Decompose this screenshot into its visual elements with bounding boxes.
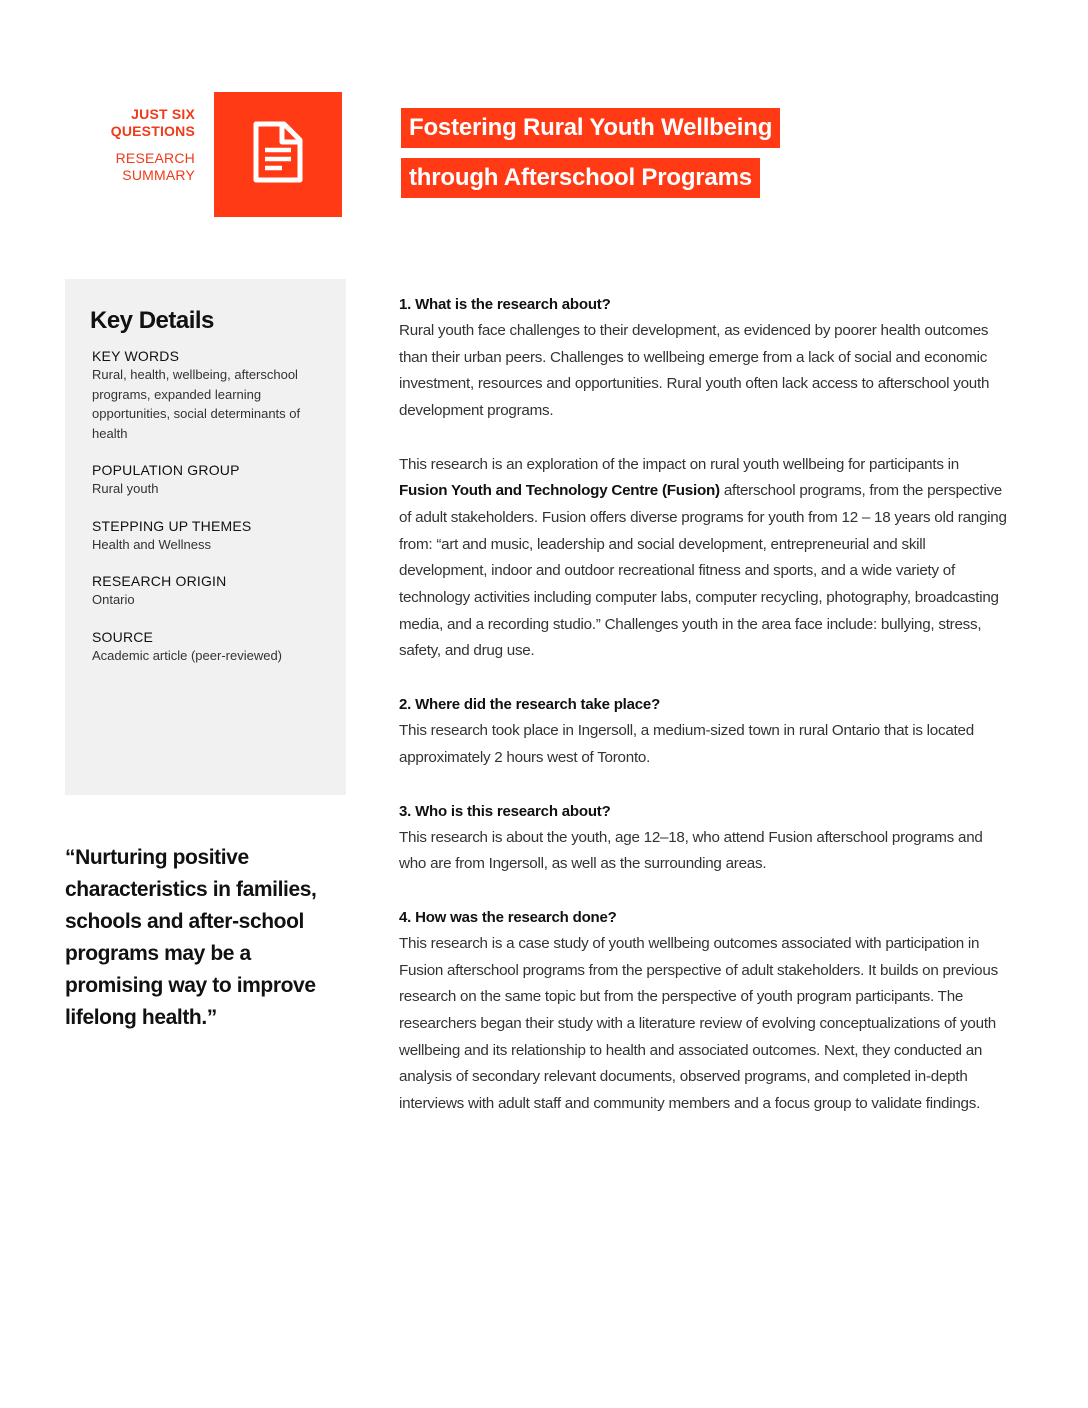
question-block-1: [399, 292, 1009, 665]
key-details-value: Academic article (peer-reviewed): [92, 647, 283, 663]
key-details-label: RESEARCH ORIGIN: [92, 573, 227, 589]
logo-box: [214, 92, 342, 217]
key-details-value: Ontario: [92, 592, 135, 607]
key-details-item-keywords: [92, 347, 317, 443]
brand-line-research: RESEARCH: [115, 150, 195, 166]
brand-line-questions: QUESTIONS: [110, 123, 195, 139]
page-title-line-2: through Afterschool Programs: [401, 158, 760, 198]
question-paragraph: Rural youth face challenges to their development, as evidenced by poorer health outcomes than their urban peers. Challenges to wellbeing emerge from a lack of social and economic investment, resources and opportunities. Rural youth often lack access to afterschool youth development programs.: [399, 322, 990, 420]
question-heading: 4. How was the research done?: [399, 908, 617, 926]
key-details-label: KEY WORDS: [92, 348, 180, 364]
question-heading: 3. Who is this research about?: [399, 802, 611, 820]
question-paragraph: [399, 452, 1009, 666]
key-details-heading: Key Details: [90, 307, 214, 334]
pull-quote: “Nurturing positive characteristics in families, schools and after-school programs may be a promising way to improve lifelong health.”: [65, 846, 317, 1029]
key-details-item-source: [92, 628, 317, 666]
main-content: [399, 292, 1009, 1145]
brand-label: [55, 106, 195, 184]
paragraph-text: afterschool programs, from the perspective of adult stakeholders. Fusion offers diverse programs for youth from 12 – 18 years old ranging from: “art and music, leadership and social development, entrepreneurial and skill development, indoor and outdoor recreational fitness and sports, and a wide variety of technology activities including computer labs, computer recycling, photography, broadcasting media, and a recording studio.” Challenges youth in the area face include: bullying, stress, safety, and drug use.: [399, 482, 1007, 660]
key-details-value: Rural, health, wellbeing, afterschool programs, expanded learning opportunities, social determinants of health: [92, 367, 301, 441]
brand-line-just-six: JUST SIX: [131, 106, 195, 122]
question-paragraph: This research is a case study of youth wellbeing outcomes associated with participation in Fusion afterschool programs from the perspective of adult stakeholders. It builds on previous research on the same topic but from the perspective of youth program participants. The researchers began their study with a literature review of evolving conceptualizations of youth wellbeing and its relationship to health and associated outcomes. Next, they conducted an analysis of secondary relevant documents, observed programs, and completed in-depth interviews with adult staff and community members and a focus group to validate findings.: [399, 934, 998, 1113]
question-block-2: [399, 692, 1009, 771]
key-details-item-themes: [92, 517, 317, 555]
key-details-value: Rural youth: [92, 481, 159, 496]
page-title-line-1: Fostering Rural Youth Wellbeing: [401, 108, 780, 148]
question-block-3: [399, 799, 1009, 878]
key-details-label: SOURCE: [92, 628, 154, 645]
question-paragraph: This research is about the youth, age 12–18, who attend Fusion afterschool programs and who are from Ingersoll, as well as the surrounding areas.: [399, 828, 983, 873]
key-details-panel: [65, 279, 346, 795]
paragraph-text: This research is an exploration of the impact on rural youth wellbeing for participants in: [399, 455, 959, 473]
question-block-4: [399, 905, 1009, 1118]
key-details-label: STEPPING UP THEMES: [92, 517, 252, 534]
document-icon: [252, 120, 304, 189]
question-paragraph: This research took place in Ingersoll, a medium-sized town in rural Ontario that is located approximately 2 hours west of Toronto.: [399, 722, 974, 766]
key-details-label: POPULATION GROUP: [92, 462, 240, 478]
question-heading: 1. What is the research about?: [399, 296, 611, 313]
organization-name: Fusion Youth and Technology Centre (Fusion): [399, 482, 720, 500]
key-details-item-origin: [92, 572, 317, 610]
key-details-value: Health and Wellness: [92, 536, 211, 552]
question-heading: 2. Where did the research take place?: [399, 696, 661, 714]
brand-line-summary: SUMMARY: [122, 167, 195, 183]
key-details-item-population: [92, 461, 317, 499]
